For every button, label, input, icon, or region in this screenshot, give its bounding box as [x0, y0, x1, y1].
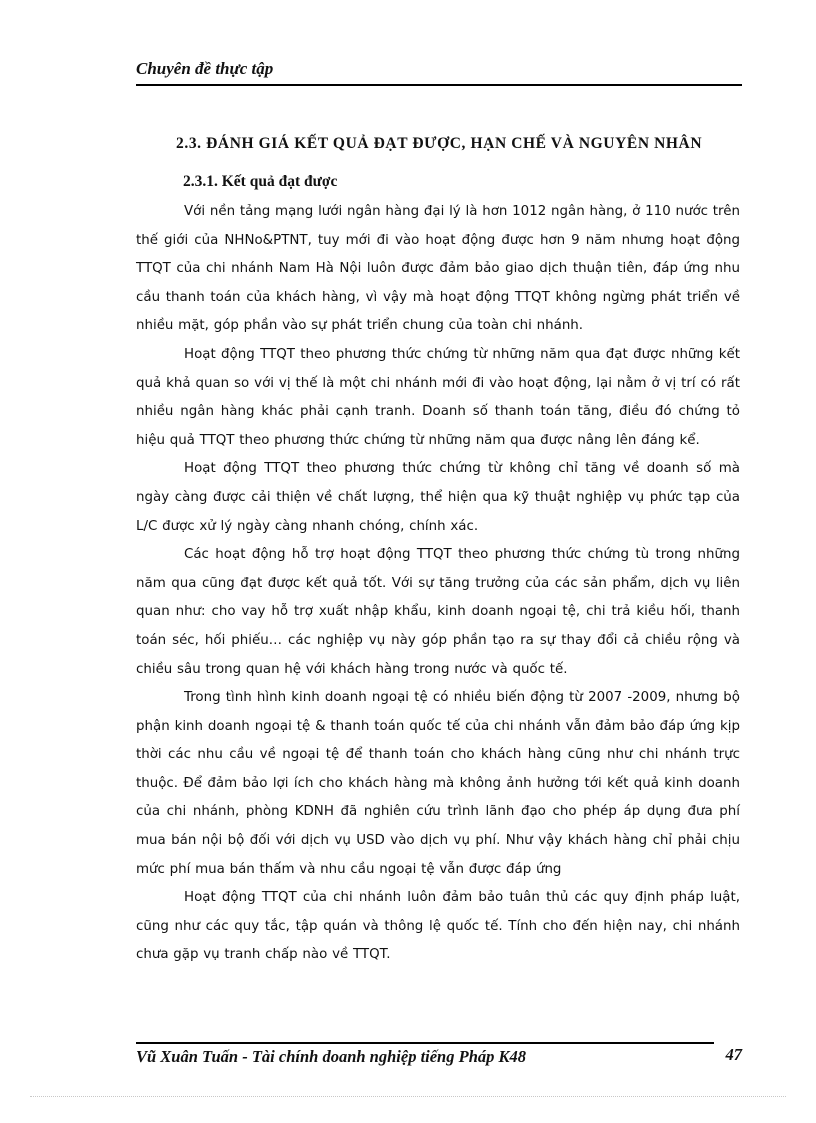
- paragraph: Hoạt động TTQT của chi nhánh luôn đảm bảo tuân thủ các quy định pháp luật, cũng như các quy tắc, tập quán và thông lệ quốc tế. Tính cho đến hiện nay, chi nhánh chưa gặp vụ tranh chấp nào về TTQT.: [136, 890, 740, 963]
- bottom-dotted-line: [30, 1096, 786, 1097]
- paragraph: Với nền tảng mạng lưới ngân hàng đại lý là hơn 1012 ngân hàng, ở 110 nước trên thế giới của NHNo&PTNT, tuy mới đi vào hoạt động được hơn 9 năm nhưng hoạt động TTQT của chi nhánh Nam Hà Nội luôn được đảm bảo giao dịch thuận tiên, đáp ứng nhu cầu thanh toán của khách hàng, vì vậy mà hoạt động TTQT không ngừng phát triển về nhiều mặt, góp phần vào sự phát triển chung của toàn chi nhánh.: [136, 204, 740, 334]
- page-content: [136, 130, 740, 970]
- paragraph: Trong tình hình kinh doanh ngoại tệ có nhiều biến động từ 2007 -2009, nhưng bộ phận kinh doanh ngoại tệ & thanh toán quốc tế của chi nhánh vẫn đảm bảo đáp ứng kịp thời các nhu cầu về ngoại tệ để thanh toán cho khách hàng cũng như chi nhánh trực thuộc. Để đảm bảo lợi ích cho khách hàng mà không ảnh hưởng tới kết quả kinh doanh của chi nhánh, phòng KDNH đã nghiên cứu trình lãnh đạo cho phép áp dụng đưa phí mua bán nội bộ đối với dịch vụ USD vào dịch vụ phí. Như vậy khách hàng chỉ phải chịu mức phí mua bán thấm và nhu cầu ngoại tệ vẫn được đáp ứng: [136, 690, 740, 877]
- section-heading: 2.3. ĐÁNH GIÁ KẾT QUẢ ĐẠT ĐƯỢC, HẠN CHẾ VÀ NGUYÊN NHÂN: [176, 135, 703, 152]
- paragraph: Hoạt động TTQT theo phương thức chứng từ những năm qua đạt được những kết quả khả quan so với vị thế là một chi nhánh mới đi vào hoạt động, lại nằm ở vị trí có rất nhiều ngân hàng khác phải cạnh tranh. Doanh số thanh toán tăng, điều đó chứng tỏ hiệu quả TTQT theo phương thức chứng từ những năm qua được nâng lên đáng kể.: [136, 346, 740, 448]
- page-footer: [136, 1043, 742, 1073]
- header-rule: [136, 84, 742, 86]
- page-number: 47: [725, 1045, 742, 1064]
- footer-author: Vũ Xuân Tuấn - Tài chính doanh nghiệp tiếng Pháp K48: [136, 1047, 526, 1066]
- header-title: Chuyên đề thực tập: [136, 59, 274, 78]
- paragraph: Hoạt động TTQT theo phương thức chứng từ không chỉ tăng về doanh số mà ngày càng được cải thiện về chất lượng, thể hiện qua kỹ thuật nghiệp vụ phức tạp của L/C được xử lý ngày càng nhanh chóng, chính xác.: [136, 461, 740, 534]
- subsection-heading: 2.3.1. Kết quả đạt được: [183, 173, 338, 190]
- paragraph: Các hoạt động hỗ trợ hoạt động TTQT theo phương thức chứng tù trong những năm qua cũng đạt được kết quả tốt. Với sự tăng trưởng của các sản phẩm, dịch vụ liên quan như: cho vay hỗ trợ xuất nhập khẩu, kinh doanh ngoại tệ, chi trả kiều hối, thanh toán séc, hối phiếu… các nghiệp vụ này góp phần tạo ra sự thay đổi cả chiều rộng và chiều sâu trong quan hệ với khách hàng trong nước và quốc tế.: [136, 547, 740, 677]
- page-header: [136, 58, 740, 80]
